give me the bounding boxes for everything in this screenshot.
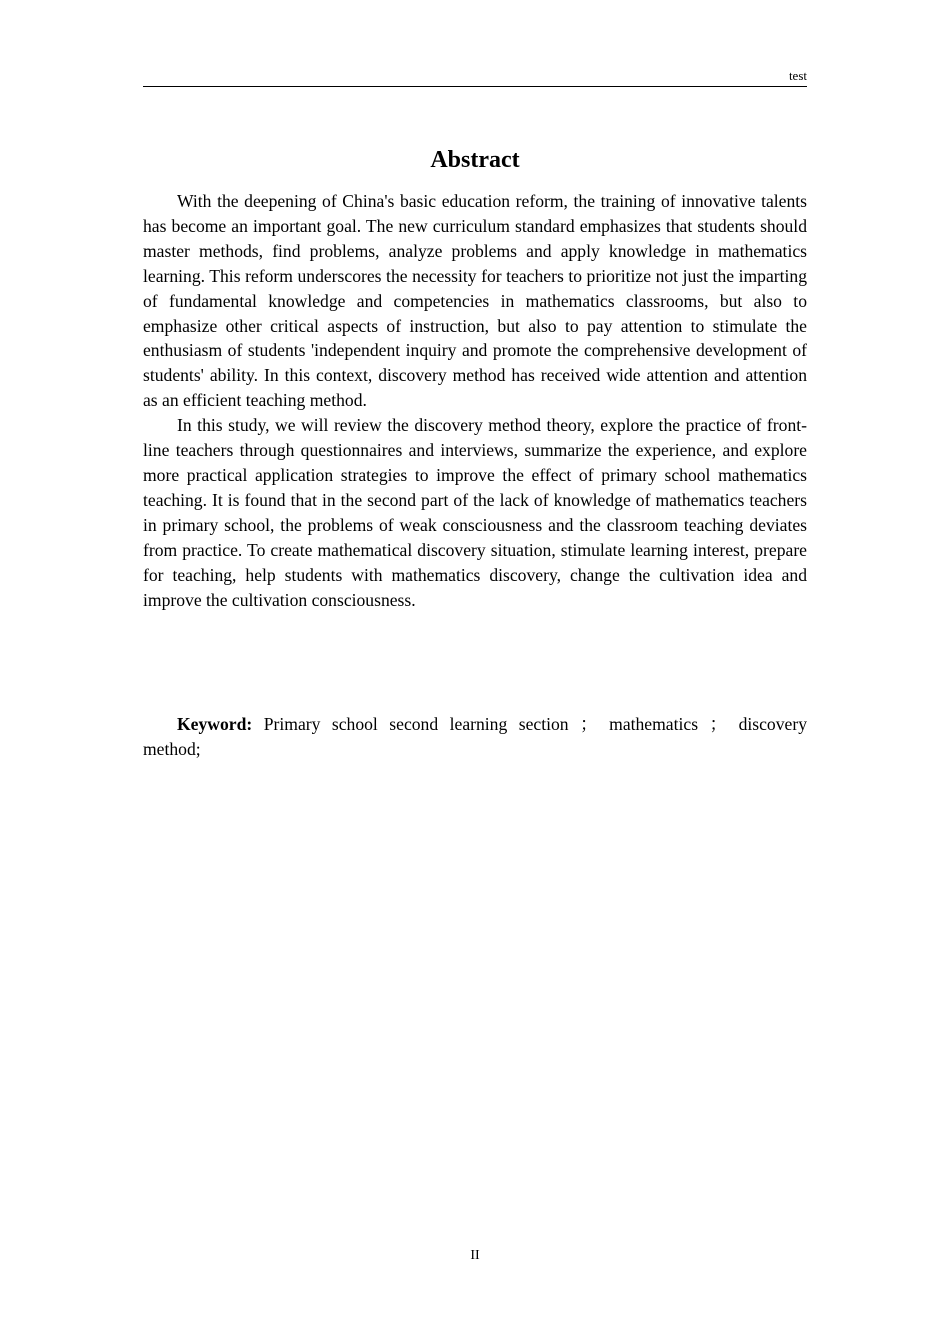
abstract-body bbox=[143, 189, 807, 612]
abstract-title: Abstract bbox=[430, 147, 520, 173]
keyword-text: Primary school second learning section ； mathematics ； discovery method; bbox=[143, 714, 807, 759]
page-header bbox=[143, 66, 807, 87]
header-text: test bbox=[788, 68, 807, 83]
abstract-paragraph-1: With the deepening of China's basic education reform, the training of innovative talents has become an important goal. The new curriculum standard emphasizes that students should master methods, find problems, analyze problems and apply knowledge in mathematics learning. This reform underscores the necessity for teachers to prioritize not just the imparting of fundamental knowledge and competencies in mathematics classrooms, but also to emphasize other critical aspects of instruction, but also to pay attention to stimulate the enthusiasm of students 'independent inquiry and promote the comprehensive development of students' ability. In this context, discovery method has received wide attention and attention as an efficient teaching method. bbox=[143, 191, 807, 411]
keyword-label: Keyword: bbox=[177, 714, 253, 734]
keywords-line bbox=[143, 712, 807, 762]
page-number: II bbox=[470, 1248, 480, 1263]
abstract-paragraph-2: In this study, we will review the discovery method theory, explore the practice of front-line teachers through questionnaires and interviews, summarize the experience, and explore more practical application strategies to improve the effect of primary school mathematics teaching. It is found that in the second part of the lack of knowledge of mathematics teachers in primary school, the problems of weak consciousness and the classroom teaching deviates from practice. To create mathematical discovery situation, stimulate learning interest, prepare for teaching, help students with mathematics discovery, change the cultivation idea and improve the cultivation consciousness. bbox=[143, 415, 807, 610]
